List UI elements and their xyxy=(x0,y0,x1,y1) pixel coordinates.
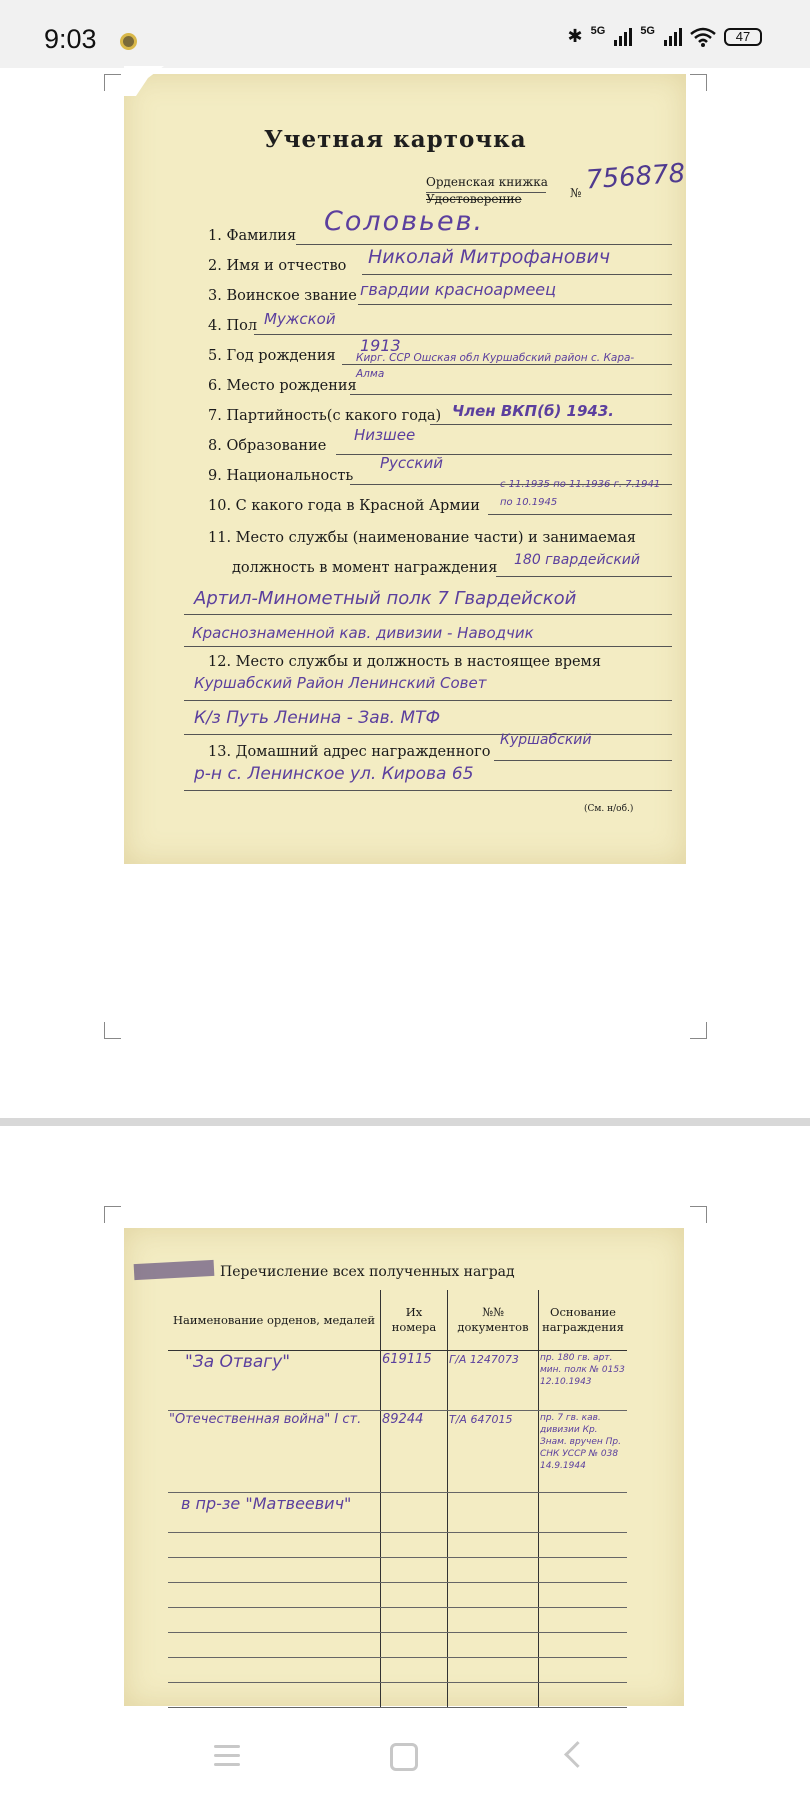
field-label-birthplace: 6. Место рождения xyxy=(208,378,357,394)
field-label-nationality: 9. Национальность xyxy=(208,468,354,484)
award-doc-cell xyxy=(448,1493,539,1533)
table-row xyxy=(168,1633,627,1658)
field-line xyxy=(184,700,672,701)
award-number-cell xyxy=(381,1351,448,1411)
field-value-division: Краснознаменной кав. дивизии - Наводчик xyxy=(192,624,534,642)
award-basis-cell xyxy=(539,1411,628,1493)
field-value-nationality: Русский xyxy=(380,454,443,472)
document-page-1 xyxy=(124,74,686,864)
award-name-cell xyxy=(168,1351,381,1411)
field-line xyxy=(430,424,672,425)
header-document-number: №№ документов xyxy=(448,1290,539,1351)
table-row xyxy=(168,1608,627,1633)
award-basis: пр. 7 гв. кав. дивизии Кр. Знам. вручен Пр. СНК УССР № 038 14.9.1944 xyxy=(540,1413,621,1471)
crop-mark xyxy=(104,1022,121,1039)
award-number: 619115 xyxy=(382,1352,432,1367)
field-value-birthplace: Кирг. ССР Ошская обл Куршабский район с. Кара-Алма xyxy=(356,352,635,380)
award-basis-cell xyxy=(539,1351,628,1411)
field-label-army-years: 10. С какого года в Красной Армии xyxy=(208,498,480,514)
field-label-service-place: 11. Место службы (наименование части) и занимаемая xyxy=(208,530,636,546)
page-divider xyxy=(0,1118,810,1126)
field-line xyxy=(184,614,672,615)
award-doc-cell xyxy=(448,1411,539,1493)
award-doc: Т/А 647015 xyxy=(449,1413,513,1426)
table-row xyxy=(168,1493,627,1533)
status-time: 9:03 xyxy=(44,24,97,54)
field-value-army-years: с 11.1935 по 11.1936 г. 7.1941 по 10.1945 xyxy=(500,479,661,508)
field-line xyxy=(358,304,672,305)
crop-mark xyxy=(690,1206,707,1223)
footer-note: (См. н/об.) xyxy=(584,804,634,814)
award-doc: Г/А 1247073 xyxy=(449,1353,519,1366)
battery-icon: 47 xyxy=(724,28,762,46)
header-award-basis: Основание награждения xyxy=(539,1290,628,1351)
award-name-cell xyxy=(168,1411,381,1493)
field-value-unit: Артил-Минометный полк 7 Гвардейской xyxy=(194,588,577,609)
status-bar xyxy=(0,0,810,68)
table-row xyxy=(168,1558,627,1583)
crop-mark xyxy=(690,1022,707,1039)
wifi-icon xyxy=(690,27,716,47)
award-name: в пр-зе "Матвеевич" xyxy=(181,1494,352,1513)
awards-table-header xyxy=(168,1290,627,1351)
field-line xyxy=(184,790,672,791)
field-value-party: Член ВКП(б) 1943. xyxy=(452,402,614,420)
navigation-bar xyxy=(0,1715,810,1800)
field-value-rank: гвардии красноармеец xyxy=(360,280,557,299)
crop-mark xyxy=(690,74,707,91)
field-line xyxy=(184,646,672,647)
field-line xyxy=(362,274,672,275)
field-value-home-address: Куршабский xyxy=(500,732,592,748)
field-line xyxy=(494,760,672,761)
field-label-name: 2. Имя и отчество xyxy=(208,258,347,274)
field-label-party: 7. Партийность(с какого года) xyxy=(208,408,442,424)
crop-mark xyxy=(104,1206,121,1223)
field-line xyxy=(184,734,672,735)
network-label-2: 5G xyxy=(640,24,655,37)
field-line xyxy=(254,334,672,335)
crop-mark xyxy=(104,74,121,91)
award-name-cell xyxy=(168,1493,381,1533)
field-line xyxy=(488,514,672,515)
field-label-birth-year: 5. Год рождения xyxy=(208,348,336,364)
award-basis: пр. 180 гв. арт. мин. полк № 0153 12.10.1943 xyxy=(540,1353,625,1387)
signal-icon xyxy=(664,28,682,46)
header-award-number: Их номера xyxy=(381,1290,448,1351)
awards-title-text: Перечисление всех полученных наград xyxy=(220,1264,515,1280)
table-row xyxy=(168,1411,627,1493)
document-page-2 xyxy=(124,1228,684,1706)
home-button[interactable] xyxy=(390,1743,418,1771)
field-label-sex: 4. Пол xyxy=(208,318,258,334)
table-row xyxy=(168,1658,627,1683)
field-value-name: Николай Митрофанович xyxy=(368,246,611,268)
table-row xyxy=(168,1533,627,1558)
award-number: 89244 xyxy=(382,1412,424,1427)
field-value-home-address-2: р-н с. Ленинское ул. Кирова 65 xyxy=(194,764,474,784)
award-basis-cell xyxy=(539,1493,628,1533)
field-label-surname: 1. Фамилия xyxy=(208,228,297,244)
book-number-prefix: № xyxy=(570,186,582,200)
awards-table xyxy=(168,1290,627,1708)
table-row xyxy=(168,1583,627,1608)
field-label-home-address: 13. Домашний адрес награжденного xyxy=(208,744,491,760)
awards-title xyxy=(152,1264,515,1280)
field-label-current-place: 12. Место службы и должность в настоящее время xyxy=(208,654,601,670)
paper-tear xyxy=(124,66,164,96)
field-value-birth-year: 1913 xyxy=(360,336,401,355)
book-label-underline xyxy=(426,192,546,193)
field-line xyxy=(350,394,672,395)
book-label xyxy=(426,174,548,208)
field-label-position: должность в момент награждения xyxy=(232,560,498,576)
field-value-sex: Мужской xyxy=(264,310,336,328)
field-value-current-place: Куршабский Район Ленинский Совет xyxy=(194,674,487,692)
recent-apps-button[interactable] xyxy=(214,1745,240,1772)
award-number-cell xyxy=(381,1411,448,1493)
network-label-1: 5G xyxy=(590,24,606,37)
table-row xyxy=(168,1351,627,1411)
field-line xyxy=(496,576,672,577)
field-value-education: Низшее xyxy=(354,426,416,444)
book-label-order: Орденская книжка xyxy=(426,175,548,189)
field-line xyxy=(296,244,672,245)
status-icons xyxy=(568,26,762,47)
field-value-surname: Соловьев. xyxy=(324,206,485,237)
award-number-cell xyxy=(381,1493,448,1533)
field-value-position: 180 гвардейский xyxy=(514,552,640,568)
award-name: "Отечественная война" I ст. xyxy=(169,1412,362,1427)
book-label-certificate: Удостоверение xyxy=(426,192,522,206)
award-doc-cell xyxy=(448,1351,539,1411)
book-number: 756878 xyxy=(585,158,687,196)
table-row xyxy=(168,1683,627,1708)
field-value-current-position: К/з Путь Ленина - Зав. МТФ xyxy=(194,708,441,728)
signal-icon xyxy=(614,28,632,46)
bluetooth-icon: ✱ xyxy=(567,26,583,46)
award-name: "За Отвагу" xyxy=(185,1352,291,1372)
field-label-education: 8. Образование xyxy=(208,438,327,454)
field-label-rank: 3. Воинское звание xyxy=(208,288,357,304)
back-button[interactable] xyxy=(564,1741,591,1768)
header-award-name: Наименование орденов, медалей xyxy=(168,1290,381,1351)
card-title: Учетная карточка xyxy=(264,126,527,153)
notification-icon xyxy=(120,33,137,50)
